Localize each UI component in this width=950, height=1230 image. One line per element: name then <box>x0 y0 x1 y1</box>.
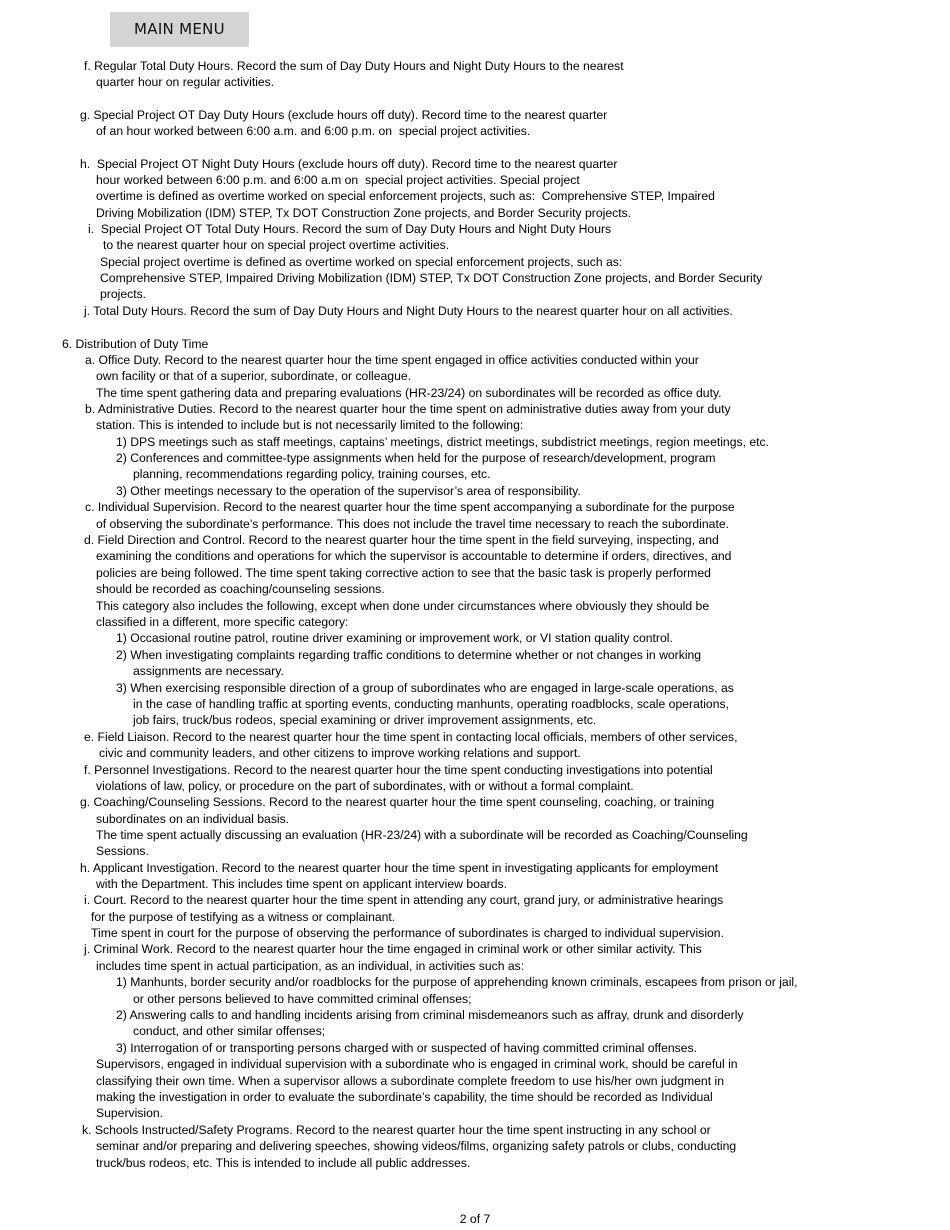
text-line: assignments are necessary. <box>133 664 284 678</box>
text-line: quarter hour on regular activities. <box>96 75 275 89</box>
text-line: own facility or that of a superior, subordinate, or colleague. <box>96 369 412 383</box>
text-line: k. Schools Instructed/Safety Programs. Record to the nearest quarter hour the time spent instructing in any school or <box>82 1123 711 1137</box>
text-line: civic and community leaders, and other citizens to improve working relations and support. <box>99 746 581 760</box>
text-line: of an hour worked between 6:00 a.m. and 6:00 p.m. on special project activities. <box>96 124 531 138</box>
text-line: h. Special Project OT Night Duty Hours (exclude hours off duty). Record time to the nearest quarter <box>80 157 618 171</box>
text-line: The time spent actually discussing an evaluation (HR-23/24) with a subordinate will be recorded as Coaching/Counseling <box>96 828 748 842</box>
text-line: g. Coaching/Counseling Sessions. Record to the nearest quarter hour the time spent counseling, coaching, or training <box>80 795 715 809</box>
text-line: Supervision. <box>96 1106 164 1120</box>
text-line: subordinates on an individual basis. <box>96 812 290 826</box>
text-line: 3) Other meetings necessary to the operation of the supervisor’s area of responsibility. <box>116 484 581 498</box>
text-line: e. Field Liaison. Record to the nearest quarter hour the time spent in contacting local officials, members of other services, <box>84 730 738 744</box>
text-line: j. Criminal Work. Record to the nearest quarter hour the time engaged in criminal work or other similar activity. This <box>84 942 702 956</box>
text-line: Comprehensive STEP, Impaired Driving Mobilization (IDM) STEP, Tx DOT Construction Zone projects, and Border Security <box>100 271 763 285</box>
text-line: h. Applicant Investigation. Record to the nearest quarter hour the time spent in investigating applicants for employment <box>80 861 719 875</box>
text-line: c. Individual Supervision. Record to the nearest quarter hour the time spent accompanying a subordinate for the purpose <box>85 500 735 514</box>
main-menu-button[interactable]: MAIN MENU <box>110 12 249 47</box>
text-line: with the Department. This includes time spent on applicant interview boards. <box>96 877 507 891</box>
text-line: to the nearest quarter hour on special project overtime activities. <box>103 238 450 252</box>
text-line: g. Special Project OT Day Duty Hours (exclude hours off duty). Record time to the nearest quarter <box>80 108 608 122</box>
text-line: classifying their own time. When a supervisor allows a subordinate complete freedom to use his/her own judgment in <box>96 1074 724 1088</box>
text-line: should be recorded as coaching/counseling sessions. <box>96 582 385 596</box>
text-line: 1) Occasional routine patrol, routine driver examining or improvement work, or VI station quality control. <box>116 631 673 645</box>
text-line: for the purpose of testifying as a witness or complainant. <box>91 910 396 924</box>
text-line: planning, recommendations regarding policy, training courses, etc. <box>133 467 491 481</box>
text-line: i. Court. Record to the nearest quarter hour the time spent in attending any court, grand jury, or administrative hearings <box>84 893 724 907</box>
text-line: f. Personnel Investigations. Record to the nearest quarter hour the time spent conducting investigations into potential <box>84 763 713 777</box>
text-line: overtime is defined as overtime worked on special enforcement projects, such as: Comprehensive STEP, Impaired <box>96 189 715 203</box>
text-line: Sessions. <box>96 844 149 858</box>
text-line: j. Total Duty Hours. Record the sum of Day Duty Hours and Night Duty Hours to the nearest quarter hour on all activities. <box>84 304 733 318</box>
text-line: Supervisors, engaged in individual supervision with a subordinate who is engaged in criminal work, should be careful in <box>96 1057 738 1071</box>
text-line: hour worked between 6:00 p.m. and 6:00 a.m on special project activities. Special project <box>96 173 580 187</box>
text-line: 2) When investigating complaints regarding traffic conditions to determine whether or not changes in working <box>116 648 702 662</box>
text-line: This category also includes the following, except when done under circumstances where obviously they should be <box>96 599 710 613</box>
text-line: Driving Mobilization (IDM) STEP, Tx DOT Construction Zone projects, and Border Security projects. <box>96 206 632 220</box>
text-line: or other persons believed to have committed criminal offenses; <box>133 992 472 1006</box>
text-line: 6. Distribution of Duty Time <box>62 337 209 351</box>
text-line: a. Office Duty. Record to the nearest quarter hour the time spent engaged in office activities conducted within your <box>85 353 699 367</box>
text-line: examining the conditions and operations for which the supervisor is accountable to determine if orders, directives, and <box>96 549 732 563</box>
text-line: i. Special Project OT Total Duty Hours. Record the sum of Day Duty Hours and Night Duty Hours <box>88 222 612 236</box>
text-line: 3) When exercising responsible direction of a group of subordinates who are engaged in large-scale operations, as <box>116 681 734 695</box>
text-line: includes time spent in actual participation, as an individual, in activities such as: <box>96 959 525 973</box>
text-line: making the investigation in order to evaluate the subordinate’s capability, the time should be recorded as Individual <box>96 1090 713 1104</box>
text-line: f. Regular Total Duty Hours. Record the sum of Day Duty Hours and Night Duty Hours to the nearest <box>84 59 624 73</box>
text-line: Time spent in court for the purpose of observing the performance of subordinates is charged to individual supervision. <box>91 926 724 940</box>
text-line: policies are being followed. The time spent taking corrective action to see that the basic task is properly performed <box>96 566 711 580</box>
text-line: 1) Manhunts, border security and/or roadblocks for the purpose of apprehending known criminals, escapees from prison or jail, <box>116 975 798 989</box>
text-line: 2) Answering calls to and handling incidents arising from criminal misdemeanors such as affray, drunk and disorderly <box>116 1008 744 1022</box>
page-number: 2 of 7 <box>459 1212 491 1226</box>
text-line: 3) Interrogation of or transporting persons charged with or suspected of having committed criminal offenses. <box>116 1041 698 1055</box>
text-line: truck/bus rodeos, etc. This is intended to include all public addresses. <box>96 1156 471 1170</box>
text-line: violations of law, policy, or procedure on the part of subordinates, with or without a formal complaint. <box>96 779 634 793</box>
text-line: of observing the subordinate’s performance. This does not include the travel time necessary to reach the subordinate. <box>96 517 729 531</box>
text-line: job fairs, truck/bus rodeos, special examining or driver improvement assignments, etc. <box>133 713 597 727</box>
text-line: b. Administrative Duties. Record to the nearest quarter hour the time spent on administrative duties away from your duty <box>85 402 731 416</box>
text-line: d. Field Direction and Control. Record to the nearest quarter hour the time spent in the field surveying, inspecting, and <box>84 533 719 547</box>
text-line: The time spent gathering data and preparing evaluations (HR-23/24) on subordinates will be recorded as office duty. <box>96 386 722 400</box>
text-line: Special project overtime is defined as overtime worked on special enforcement projects, such as: <box>100 255 623 269</box>
text-line: projects. <box>100 287 147 301</box>
text-line: station. This is intended to include but is not necessarily limited to the following: <box>96 418 524 432</box>
text-line: 2) Conferences and committee-type assignments when held for the purpose of research/development, program <box>116 451 716 465</box>
text-line: seminar and/or preparing and delivering speeches, showing videos/films, organizing safety patrols or clubs, conducting <box>96 1139 737 1153</box>
text-line: 1) DPS meetings such as staff meetings, captains’ meetings, district meetings, subdistrict meetings, region meetings, etc. <box>116 435 770 449</box>
text-line: in the case of handling traffic at sporting events, conducting manhunts, operating roadblocks, scale operations, <box>133 697 729 711</box>
text-line: classified in a different, more specific category: <box>96 615 349 629</box>
text-line: conduct, and other similar offenses; <box>133 1024 326 1038</box>
